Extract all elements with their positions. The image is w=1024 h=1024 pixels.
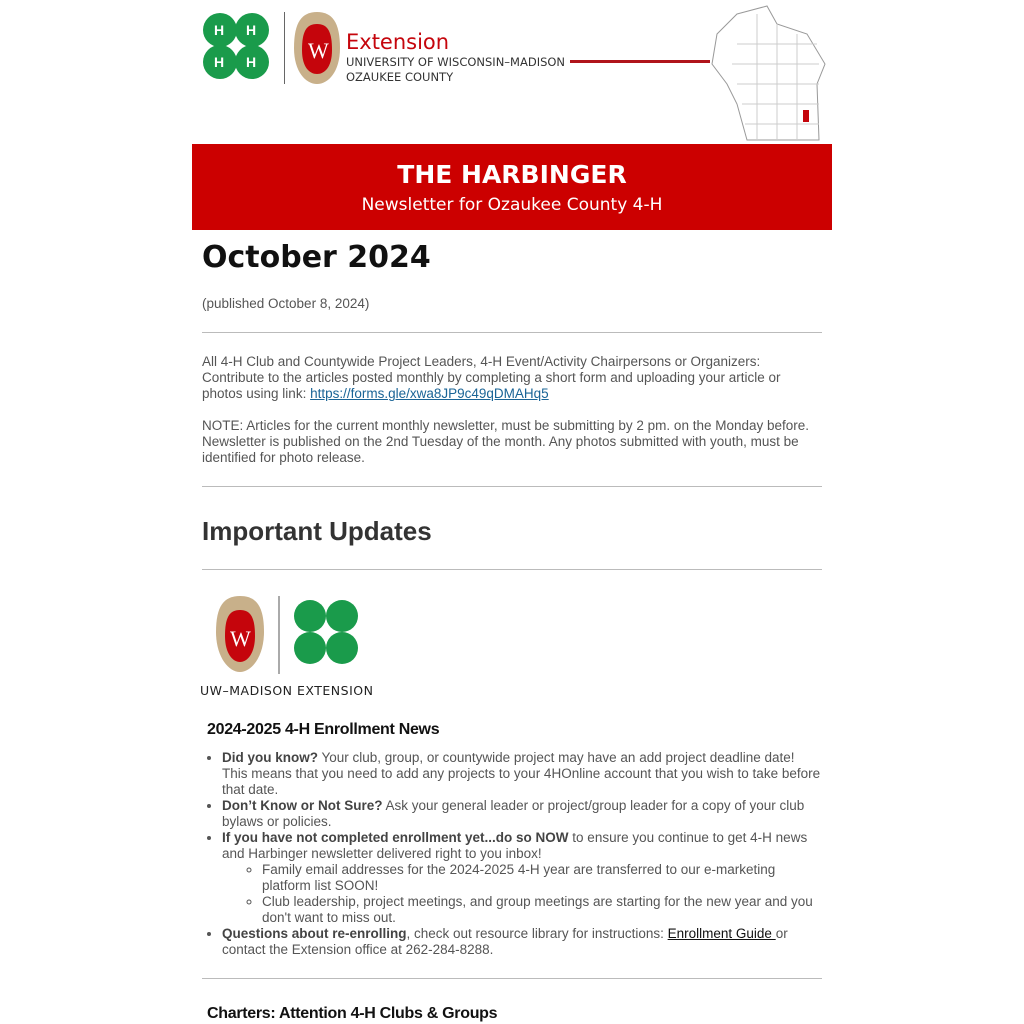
svg-text:W: W [308,38,329,63]
list-item: • Questions about re-enrolling, check out resource library for instructions: Enrollment Guide or contact the Extension office at 262-284-8288. [222,926,822,958]
newsletter-banner [192,144,832,230]
enrollment-list [222,750,822,958]
divider [202,332,822,333]
note-paragraph: NOTE: Articles for the current monthly newsletter, must be submitting by 2 pm. on the Monday before. Newsletter is published on the 2nd Tuesday of the month. Any photos submitted with youth, must be identified for photo release. [202,418,810,465]
list-item: • If you have not completed enrollment yet...do so NOW to ensure you continue to get 4-H news and Harbinger newsletter delivered right to you inbox! ◦ Family email addresses for the 2024-2025 4-H year are transferred to our e-marketing platform list SOON! ◦ Club leadership, project meetings, and group meetings are starting for the new year and you don't want to miss out. [222,830,822,926]
clover-logo-icon [200,10,272,86]
header-logo-bar [192,0,832,144]
svg-text:H: H [214,22,225,38]
svg-text:W: W [230,626,251,651]
extension-label: Extension [346,30,450,54]
published-date: (published October 8, 2024) [202,296,370,311]
list-item: • Did you know? Your club, group, or countywide project may have an add project deadline date! This means that you need to add any projects to your 4HOnline account that you wish to take before that date. [222,750,822,798]
form-link[interactable]: https://forms.gle/xwa8JP9c49qDMAHq5 [310,386,549,401]
svg-text:H: H [214,54,225,70]
wisconsin-map-icon [707,4,832,142]
section-heading: Important Updates [202,516,432,546]
list-subitem: ◦ Club leadership, project meetings, and group meetings are starting for the new year and you don't want to miss out. [262,894,822,926]
uw-extension-logo-text: UW–MADISON EXTENSION [200,683,374,698]
enrollment-heading: 2024-2025 4-H Enrollment News [207,721,440,738]
uw-extension-logo [214,594,364,676]
divider [202,569,822,570]
divider [202,486,822,487]
uw-crest-icon [292,10,342,86]
list-item: • Don’t Know or Not Sure? Ask your general leader or project/group leader for a copy of your club bylaws or policies. [222,798,822,830]
enrollment-guide-link[interactable]: Enrollment Guide [667,926,776,941]
intro-paragraph: All 4-H Club and Countywide Project Leaders, 4-H Event/Activity Chairpersons or Organizers: Contribute to the articles posted monthly by completing a short form and uploading your article or photos using link: https://forms.gle/xwa8JP9c49qDMAHq5 [202,354,781,401]
list-subitem: ◦ Family email addresses for the 2024-2025 4-H year are transferred to our e-marketing platform list SOON! [262,862,822,894]
banner-subtitle: Newsletter for Ozaukee County 4-H [361,195,663,215]
banner-title: THE HARBINGER [397,160,627,189]
svg-text:H: H [246,54,257,70]
svg-text:H: H [246,22,257,38]
divider [202,978,822,979]
university-label: UNIVERSITY OF WISCONSIN–MADISON OZAUKEE COUNTY [346,55,566,84]
charters-heading: Charters: Attention 4-H Clubs & Groups [207,1005,498,1022]
issue-title: October 2024 [202,240,431,275]
